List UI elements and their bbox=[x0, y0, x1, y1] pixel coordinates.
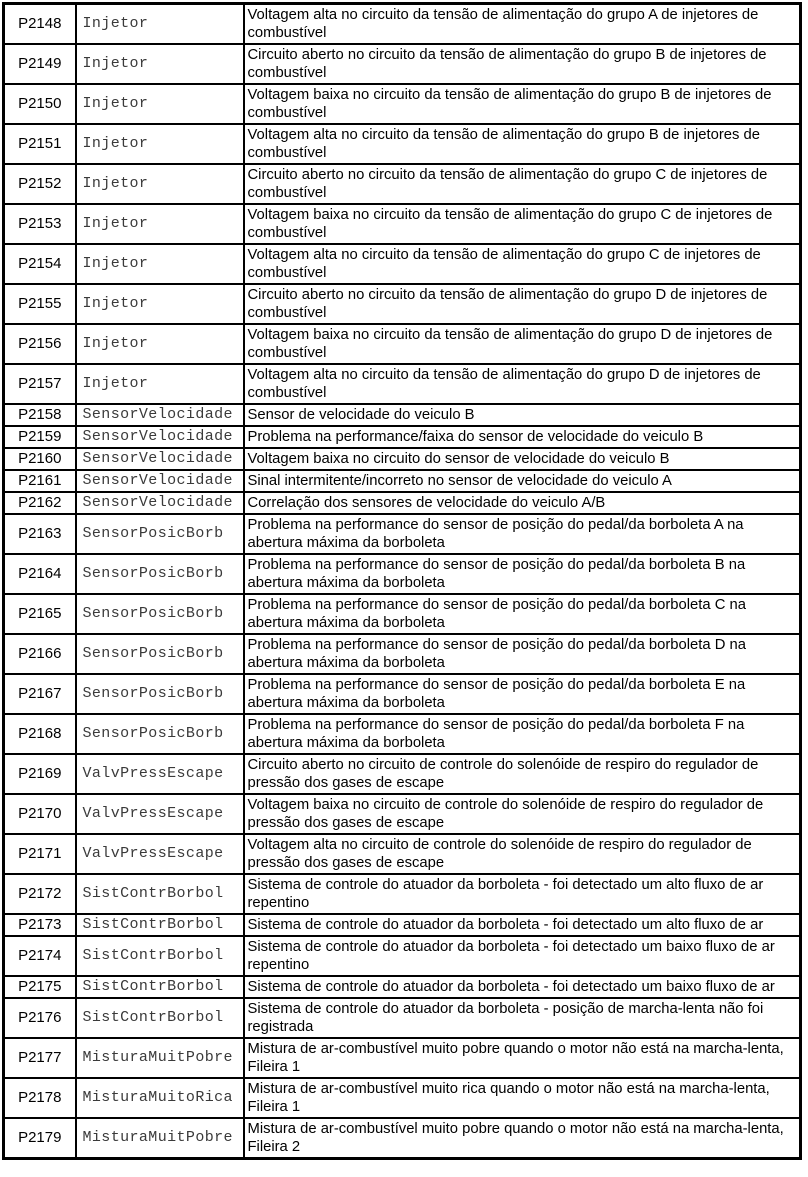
dtc-description: Voltagem alta no circuito da tensão de alimentação do grupo D de injetores de combustível bbox=[244, 364, 801, 404]
table-row bbox=[4, 874, 801, 914]
dtc-code: P2164 bbox=[4, 554, 76, 594]
dtc-category: SensorPosicBorb bbox=[76, 714, 244, 754]
dtc-code: P2155 bbox=[4, 284, 76, 324]
dtc-category: Injetor bbox=[76, 44, 244, 84]
table-row bbox=[4, 124, 801, 164]
dtc-category: MisturaMuitPobre bbox=[76, 1038, 244, 1078]
dtc-category: SensorPosicBorb bbox=[76, 554, 244, 594]
table-row bbox=[4, 834, 801, 874]
dtc-description: Voltagem alta no circuito da tensão de alimentação do grupo C de injetores de combustível bbox=[244, 244, 801, 284]
table-row bbox=[4, 976, 801, 998]
dtc-code: P2177 bbox=[4, 1038, 76, 1078]
dtc-description: Voltagem alta no circuito da tensão de alimentação do grupo A de injetores de combustível bbox=[244, 4, 801, 45]
dtc-category: SistContrBorbol bbox=[76, 998, 244, 1038]
dtc-description: Sistema de controle do atuador da borboleta - foi detectado um alto fluxo de ar repentino bbox=[244, 874, 801, 914]
table-row bbox=[4, 754, 801, 794]
table-row bbox=[4, 554, 801, 594]
dtc-category: SensorPosicBorb bbox=[76, 514, 244, 554]
table-row bbox=[4, 44, 801, 84]
dtc-category: Injetor bbox=[76, 364, 244, 404]
table-row bbox=[4, 448, 801, 470]
dtc-category: ValvPressEscape bbox=[76, 794, 244, 834]
dtc-code: P2148 bbox=[4, 4, 76, 45]
table-row bbox=[4, 284, 801, 324]
table-row bbox=[4, 4, 801, 45]
dtc-category: ValvPressEscape bbox=[76, 834, 244, 874]
dtc-category: SistContrBorbol bbox=[76, 936, 244, 976]
dtc-description: Problema na performance do sensor de posição do pedal/da borboleta E na abertura máxima da borboleta bbox=[244, 674, 801, 714]
dtc-code: P2166 bbox=[4, 634, 76, 674]
dtc-description: Mistura de ar-combustível muito pobre quando o motor não está na marcha-lenta, Fileira 2 bbox=[244, 1118, 801, 1159]
dtc-table-body bbox=[4, 4, 801, 1159]
dtc-category: Injetor bbox=[76, 4, 244, 45]
dtc-code: P2150 bbox=[4, 84, 76, 124]
table-row bbox=[4, 204, 801, 244]
dtc-description: Problema na performance/faixa do sensor de velocidade do veiculo B bbox=[244, 426, 801, 448]
dtc-code: P2179 bbox=[4, 1118, 76, 1159]
dtc-code: P2162 bbox=[4, 492, 76, 514]
dtc-code: P2151 bbox=[4, 124, 76, 164]
dtc-description: Problema na performance do sensor de posição do pedal/da borboleta B na abertura máxima da borboleta bbox=[244, 554, 801, 594]
dtc-description: Problema na performance do sensor de posição do pedal/da borboleta D na abertura máxima da borboleta bbox=[244, 634, 801, 674]
table-row bbox=[4, 470, 801, 492]
table-row bbox=[4, 1038, 801, 1078]
dtc-description: Voltagem alta no circuito de controle do solenóide de respiro do regulador de pressão dos gases de escape bbox=[244, 834, 801, 874]
dtc-code: P2152 bbox=[4, 164, 76, 204]
dtc-category: MisturaMuitoRica bbox=[76, 1078, 244, 1118]
dtc-description: Voltagem baixa no circuito da tensão de alimentação do grupo C de injetores de combustível bbox=[244, 204, 801, 244]
table-row bbox=[4, 324, 801, 364]
dtc-code: P2165 bbox=[4, 594, 76, 634]
dtc-code: P2157 bbox=[4, 364, 76, 404]
dtc-category: SistContrBorbol bbox=[76, 874, 244, 914]
dtc-description: Sensor de velocidade do veiculo B bbox=[244, 404, 801, 426]
dtc-code: P2154 bbox=[4, 244, 76, 284]
dtc-category: SensorVelocidade bbox=[76, 426, 244, 448]
table-row bbox=[4, 1078, 801, 1118]
table-row bbox=[4, 492, 801, 514]
dtc-description: Sistema de controle do atuador da borboleta - foi detectado um baixo fluxo de ar repentino bbox=[244, 936, 801, 976]
dtc-description: Sinal intermitente/incorreto no sensor de velocidade do veiculo A bbox=[244, 470, 801, 492]
table-row bbox=[4, 714, 801, 754]
dtc-description: Problema na performance do sensor de posição do pedal/da borboleta C na abertura máxima da borboleta bbox=[244, 594, 801, 634]
dtc-description: Circuito aberto no circuito da tensão de alimentação do grupo B de injetores de combustível bbox=[244, 44, 801, 84]
dtc-category: Injetor bbox=[76, 284, 244, 324]
dtc-description: Voltagem baixa no circuito da tensão de alimentação do grupo B de injetores de combustível bbox=[244, 84, 801, 124]
dtc-description: Sistema de controle do atuador da borboleta - posição de marcha-lenta não foi registrada bbox=[244, 998, 801, 1038]
dtc-category: Injetor bbox=[76, 124, 244, 164]
table-row bbox=[4, 794, 801, 834]
dtc-category: SensorVelocidade bbox=[76, 404, 244, 426]
table-row bbox=[4, 244, 801, 284]
dtc-description: Sistema de controle do atuador da borboleta - foi detectado um alto fluxo de ar bbox=[244, 914, 801, 936]
dtc-category: Injetor bbox=[76, 244, 244, 284]
dtc-description: Voltagem baixa no circuito de controle do solenóide de respiro do regulador de pressão dos gases de escape bbox=[244, 794, 801, 834]
dtc-category: SistContrBorbol bbox=[76, 976, 244, 998]
dtc-description: Sistema de controle do atuador da borboleta - foi detectado um baixo fluxo de ar bbox=[244, 976, 801, 998]
dtc-code: P2163 bbox=[4, 514, 76, 554]
dtc-code: P2172 bbox=[4, 874, 76, 914]
dtc-code: P2159 bbox=[4, 426, 76, 448]
table-row bbox=[4, 594, 801, 634]
dtc-code: P2153 bbox=[4, 204, 76, 244]
dtc-code: P2156 bbox=[4, 324, 76, 364]
dtc-description: Circuito aberto no circuito da tensão de alimentação do grupo C de injetores de combustível bbox=[244, 164, 801, 204]
dtc-category: MisturaMuitPobre bbox=[76, 1118, 244, 1159]
dtc-code: P2170 bbox=[4, 794, 76, 834]
dtc-category: ValvPressEscape bbox=[76, 754, 244, 794]
dtc-code-table bbox=[2, 2, 802, 1160]
dtc-category: SensorVelocidade bbox=[76, 492, 244, 514]
dtc-category: SensorPosicBorb bbox=[76, 634, 244, 674]
table-row bbox=[4, 674, 801, 714]
dtc-description: Mistura de ar-combustível muito rica quando o motor não está na marcha-lenta, Fileira 1 bbox=[244, 1078, 801, 1118]
dtc-code: P2171 bbox=[4, 834, 76, 874]
dtc-code: P2167 bbox=[4, 674, 76, 714]
dtc-description: Mistura de ar-combustível muito pobre quando o motor não está na marcha-lenta, Fileira 1 bbox=[244, 1038, 801, 1078]
table-row bbox=[4, 84, 801, 124]
dtc-code: P2173 bbox=[4, 914, 76, 936]
dtc-code: P2168 bbox=[4, 714, 76, 754]
dtc-code: P2174 bbox=[4, 936, 76, 976]
dtc-description: Voltagem baixa no circuito do sensor de velocidade do veiculo B bbox=[244, 448, 801, 470]
table-row bbox=[4, 998, 801, 1038]
dtc-code: P2176 bbox=[4, 998, 76, 1038]
dtc-code: P2178 bbox=[4, 1078, 76, 1118]
table-row bbox=[4, 364, 801, 404]
dtc-category: SistContrBorbol bbox=[76, 914, 244, 936]
dtc-code: P2169 bbox=[4, 754, 76, 794]
dtc-description: Voltagem alta no circuito da tensão de alimentação do grupo B de injetores de combustível bbox=[244, 124, 801, 164]
table-row bbox=[4, 514, 801, 554]
dtc-category: Injetor bbox=[76, 204, 244, 244]
dtc-description: Problema na performance do sensor de posição do pedal/da borboleta A na abertura máxima da borboleta bbox=[244, 514, 801, 554]
table-row bbox=[4, 1118, 801, 1159]
dtc-code: P2175 bbox=[4, 976, 76, 998]
table-row bbox=[4, 634, 801, 674]
dtc-category: SensorPosicBorb bbox=[76, 594, 244, 634]
dtc-category: Injetor bbox=[76, 164, 244, 204]
dtc-code: P2161 bbox=[4, 470, 76, 492]
dtc-category: Injetor bbox=[76, 324, 244, 364]
dtc-code: P2160 bbox=[4, 448, 76, 470]
table-row bbox=[4, 914, 801, 936]
table-row bbox=[4, 936, 801, 976]
dtc-description: Circuito aberto no circuito de controle do solenóide de respiro do regulador de pressão dos gases de escape bbox=[244, 754, 801, 794]
dtc-code: P2149 bbox=[4, 44, 76, 84]
table-row bbox=[4, 426, 801, 448]
dtc-description: Voltagem baixa no circuito da tensão de alimentação do grupo D de injetores de combustível bbox=[244, 324, 801, 364]
dtc-code: P2158 bbox=[4, 404, 76, 426]
dtc-category: SensorVelocidade bbox=[76, 448, 244, 470]
table-row bbox=[4, 164, 801, 204]
dtc-category: SensorPosicBorb bbox=[76, 674, 244, 714]
dtc-description: Problema na performance do sensor de posição do pedal/da borboleta F na abertura máxima da borboleta bbox=[244, 714, 801, 754]
dtc-description: Circuito aberto no circuito da tensão de alimentação do grupo D de injetores de combustível bbox=[244, 284, 801, 324]
dtc-category: Injetor bbox=[76, 84, 244, 124]
dtc-category: SensorVelocidade bbox=[76, 470, 244, 492]
table-row bbox=[4, 404, 801, 426]
dtc-description: Correlação dos sensores de velocidade do veiculo A/B bbox=[244, 492, 801, 514]
